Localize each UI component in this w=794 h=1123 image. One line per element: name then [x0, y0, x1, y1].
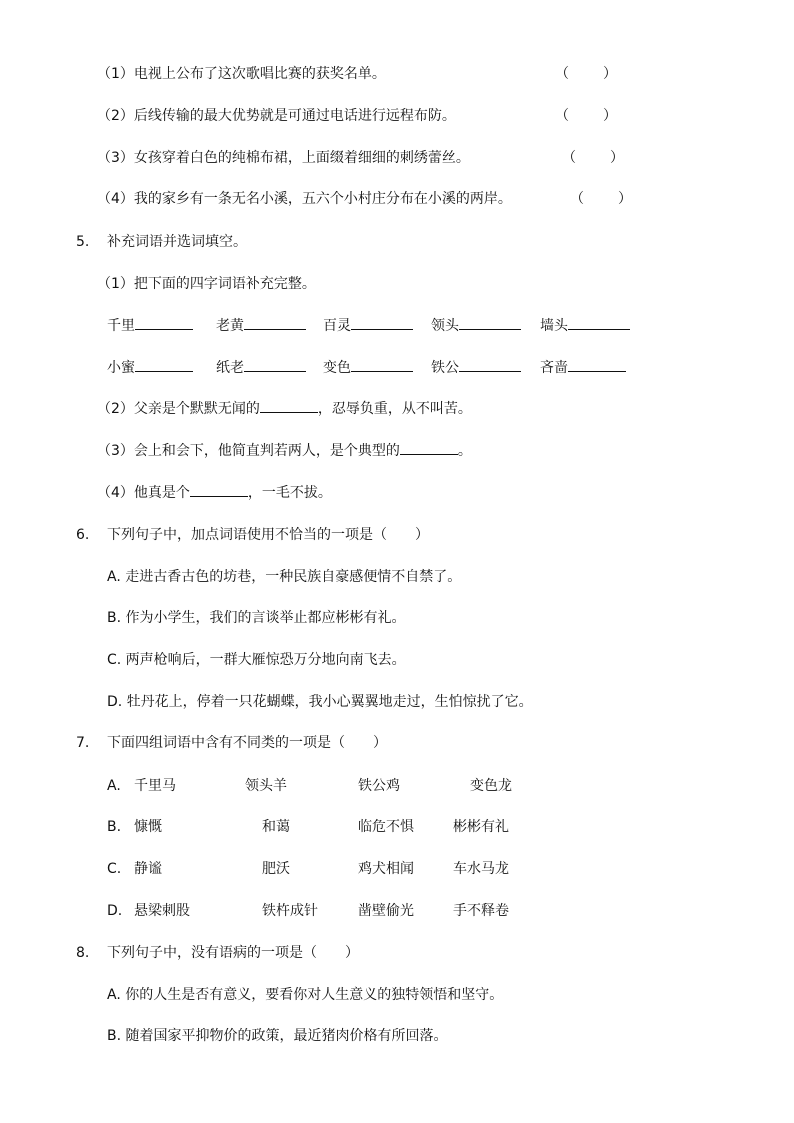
word: 悬梁刺股 [134, 903, 190, 919]
word: 凿壁偷光 [358, 903, 414, 919]
option-letter[interactable]: A. [107, 778, 121, 794]
q4-item-2: （2）后线传输的最大优势就是可通过电话进行远程布防。 [97, 108, 456, 124]
word-blank[interactable]: 领头 [431, 317, 521, 335]
word: 鸡犬相闻 [358, 861, 414, 877]
word: 千里马 [134, 778, 176, 794]
option-b[interactable]: B. 作为小学生，我们的言谈举止都应彬彬有礼。 [107, 610, 406, 626]
option-b[interactable]: B. 随着国家平抑物价的政策，最近猪肉价格有所回落。 [107, 1028, 448, 1044]
word: 领头羊 [245, 778, 287, 794]
option-a[interactable]: A. 你的人生是否有意义，要看你对人生意义的独特领悟和坚守。 [107, 987, 504, 1003]
option-letter[interactable]: C. [107, 861, 122, 877]
option-c[interactable]: C. 两声枪响后，一群大雁惊恐万分地向南飞去。 [107, 652, 406, 668]
word-blank[interactable]: 墙头 [540, 317, 630, 335]
word: 车水马龙 [453, 861, 509, 877]
q5-sub1: （1）把下面的四字词语补充完整。 [97, 276, 316, 292]
answer-paren[interactable]: （ ） [555, 108, 617, 124]
word: 手不释卷 [453, 903, 509, 919]
fill-blank[interactable] [190, 484, 248, 497]
q4-item-1: （1）电视上公布了这次歌唱比赛的获奖名单。 [97, 66, 386, 82]
question-number: 8. [76, 945, 90, 961]
option-letter[interactable]: B. [107, 819, 122, 835]
word: 变色龙 [470, 778, 512, 794]
word-blank[interactable]: 变色 [323, 359, 413, 377]
option-a[interactable]: A. 走进古香古色的坊巷，一种民族自豪感便情不自禁了。 [107, 569, 462, 585]
question-stem: 下列句子中，加点词语使用不恰当的一项是（ ） [107, 527, 429, 543]
word-blank[interactable]: 老黄 [216, 317, 306, 335]
word: 慷慨 [134, 819, 162, 835]
fill-blank[interactable] [400, 442, 458, 455]
word: 铁公鸡 [358, 778, 400, 794]
question-stem: 下面四组词语中含有不同类的一项是（ ） [107, 735, 387, 751]
word: 临危不惧 [358, 819, 414, 835]
word-blank[interactable]: 铁公 [431, 359, 521, 377]
question-number: 7. [76, 735, 90, 751]
question-stem: 补充词语并选词填空。 [107, 234, 247, 250]
answer-paren[interactable]: （ ） [562, 150, 624, 166]
word: 静谧 [134, 861, 162, 877]
question-number: 6. [76, 527, 90, 543]
word: 铁杵成针 [262, 903, 318, 919]
question-stem: 下列句子中，没有语病的一项是（ ） [107, 945, 359, 961]
q5-sub2: （2）父亲是个默默无闻的 ，忍辱负重，从不叫苦。 [97, 401, 472, 417]
answer-paren[interactable]: （ ） [570, 191, 632, 207]
word-blank[interactable]: 千里 [107, 317, 193, 335]
answer-paren[interactable]: （ ） [555, 66, 617, 82]
word-blank[interactable]: 百灵 [323, 317, 413, 335]
q5-sub3: （3）会上和会下，他简直判若两人，是个典型的 。 [97, 443, 472, 459]
word: 彬彬有礼 [453, 819, 509, 835]
fill-blank[interactable] [260, 400, 318, 413]
question-number: 5. [76, 234, 90, 250]
word-blank[interactable]: 小蜜 [107, 359, 193, 377]
q4-item-4: （4）我的家乡有一条无名小溪，五六个小村庄分布在小溪的两岸。 [97, 191, 512, 207]
word-blank[interactable]: 纸老 [216, 359, 306, 377]
q5-sub4: （4）他真是个 ，一毛不拔。 [97, 485, 332, 501]
q4-item-3: （3）女孩穿着白色的纯棉布裙，上面缀着细细的刺绣蕾丝。 [97, 150, 470, 166]
word: 和蔼 [262, 819, 290, 835]
word-blank[interactable]: 吝啬 [540, 359, 626, 377]
word: 肥沃 [262, 861, 290, 877]
option-letter[interactable]: D. [107, 903, 123, 919]
option-d[interactable]: D. 牡丹花上，停着一只花蝴蝶，我小心翼翼地走过，生怕惊扰了它。 [107, 694, 533, 710]
